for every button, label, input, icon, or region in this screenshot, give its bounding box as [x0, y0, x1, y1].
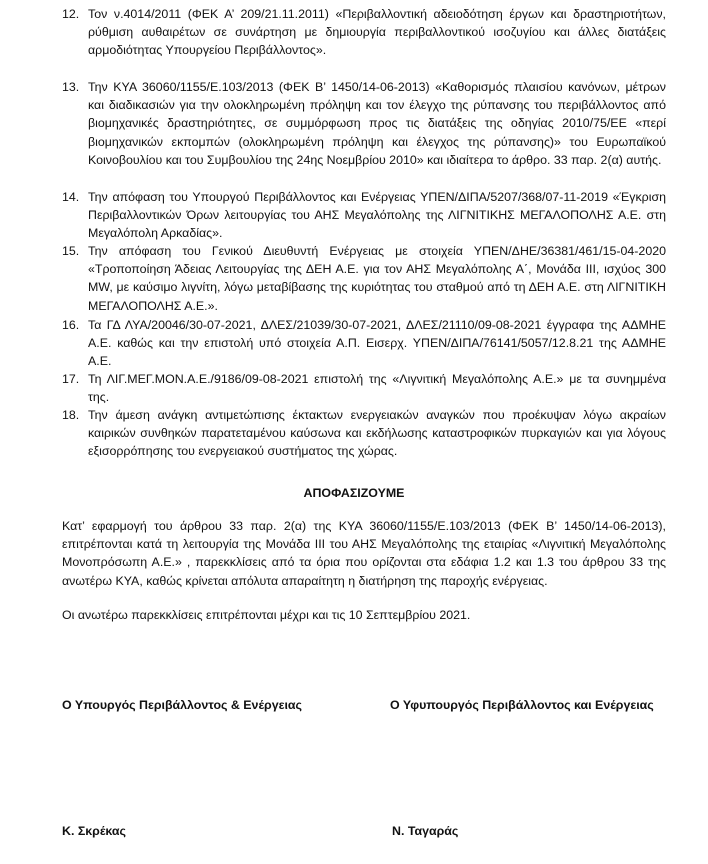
list-item-text: Την ΚΥΑ 36060/1155/Ε.103/2013 (ΦΕΚ Β’ 1450/14-06-2013) «Καθορισμός πλαισίου κανόνων, μέτρων και διαδικασιών για την ολοκληρωμένη πρόληψη και τον έλεγχο της ρύπανσης του περιβάλλοντος από βιομηχανικές δραστηριότητες, σε συμμόρφωση προς τις διατάξεις της οδηγίας 2010/75/ΕΕ «περί βιομηχανικών εκπομπών (ολοκληρωμένη πρόληψη και έλεγχος της ρύπανσης)» του Ευρωπαϊκού Κοινοβουλίου και του Συμβουλίου της 24ης Νοεμβρίου 2010» και ιδιαίτερα το άρθρο. 33 παρ. 2(α) αυτής.	[88, 80, 666, 167]
minister-title: Ο Υπουργός Περιβάλλοντος & Ενέργειας	[62, 698, 302, 712]
list-item-number: 13.	[62, 80, 80, 94]
list-item-number: 14.	[62, 190, 80, 204]
list-item-number: 16.	[62, 318, 80, 332]
decision-heading: ΑΠΟΦΑΣΙΖΟΥΜΕ	[303, 486, 405, 500]
list-item-number: 15.	[62, 244, 80, 258]
list-item-number: 12.	[62, 7, 80, 21]
list-item-text: Την άμεση ανάγκη αντιμετώπισης έκτακτων ενεργειακών αναγκών που προέκυψαν λόγω ακραίων καιρικών συνθηκών παρατεταμένου καύσωνα και εκδήλωσης καταστροφικών πυρκαγιών και για λόγους εξισορρόπησης του ενεργειακού συστήματος της χώρας.	[88, 408, 666, 459]
list-item-text: Την απόφαση του Υπουργού Περιβάλλοντος και Ενέργειας ΥΠΕΝ/ΔΙΠΑ/5207/368/07-11-2019 «Έγκριση Περιβαλλοντικών Όρων λειτουργίας του ΑΗΣ Μεγαλόπολης της ΛΙΓΝΙΤΙΚΗΣ ΜΕΓΑΛΟΠΟΛΗΣ Α.Ε. στη Μεγαλόπολη Αρκαδίας».	[88, 190, 666, 241]
decision-paragraph: Κατ’ εφαρμογή του άρθρου 33 παρ. 2(α) της ΚΥΑ 36060/1155/Ε.103/2013 (ΦΕΚ Β’ 1450/14-06-2013), επιτρέπονται κατά τη λειτουργία της Μονάδα ΙΙΙ του ΑΗΣ Μεγαλόπολης της εταιρίας «Λιγνιτική Μεγαλόπολης Μονοπρόσωπη Α.Ε.» , παρεκκλίσεις από τα όρια που ορίζονται στα εδάφια 1.2 και 1.3 του άρθρου 33 της ανωτέρω ΚΥΑ, καθώς κρίνεται απόλυτα απαραίτητη η διατήρηση της παροχής ενέργειας.	[62, 519, 666, 588]
deputy-minister-title: Ο Υφυπουργός Περιβάλλοντος και Ενέργειας	[390, 698, 654, 712]
list-item-number: 18.	[62, 408, 80, 422]
list-item-text: Την απόφαση του Γενικού Διευθυντή Ενέργειας με στοιχεία ΥΠΕΝ/ΔΗΕ/36381/461/15-04-2020 «Τροποποίηση Άδειας Λειτουργίας της ΔΕΗ Α.Ε. για τον ΑΗΣ Μεγαλόπολης Α΄, Μονάδα ΙΙΙ, ισχύος 300 MW, με καύσιμο λιγνίτη, λόγω μεταβίβασης της κυριότητας του σταθμού από τη ΔΕΗ Α.Ε. στη ΛΙΓΝΙΤΙΚΗ ΜΕΓΑΛΟΠΟΛΗΣ Α.Ε.».	[88, 244, 666, 313]
list-item-text: Τη ΛΙΓ.ΜΕΓ.ΜΟΝ.Α.Ε./9186/09-08-2021 επιστολή της «Λιγνιτική Μεγαλόπολης Α.Ε.» με τα συνημμένα της.	[88, 372, 666, 405]
minister-name: Κ. Σκρέκας	[62, 824, 126, 838]
decision-deadline-paragraph: Οι ανωτέρω παρεκκλίσεις επιτρέπονται μέχρι και τις 10 Σεπτεμβρίου 2021.	[62, 608, 471, 622]
list-item-text: Τα ΓΔ ΛΥΑ/20046/30-07-2021, ΔΛΕΣ/21039/30-07-2021, ΔΛΕΣ/21110/09-08-2021 έγγραφα της ΑΔΜΗΕ Α.Ε. καθώς και την επιστολή υπό στοιχεία Α.Π. Εισερχ. ΥΠΕΝ/ΔΙΠΑ/76141/5057/12.8.21 της ΑΔΜΗΕ Α.Ε.	[88, 318, 666, 369]
list-item-text: Τον ν.4014/2011 (ΦΕΚ Α’ 209/21.11.2011) «Περιβαλλοντική αδειοδότηση έργων και δραστηριοτήτων, ρύθμιση αυθαιρέτων σε συνάρτηση με δημιουργία περιβαλλοντικού ισοζυγίου και άλλες διατάξεις αρμοδιότητας Υπουργείου Περιβάλλοντος».	[88, 7, 666, 58]
deputy-minister-name: Ν. Ταγαράς	[392, 824, 459, 838]
list-item-number: 17.	[62, 372, 80, 386]
